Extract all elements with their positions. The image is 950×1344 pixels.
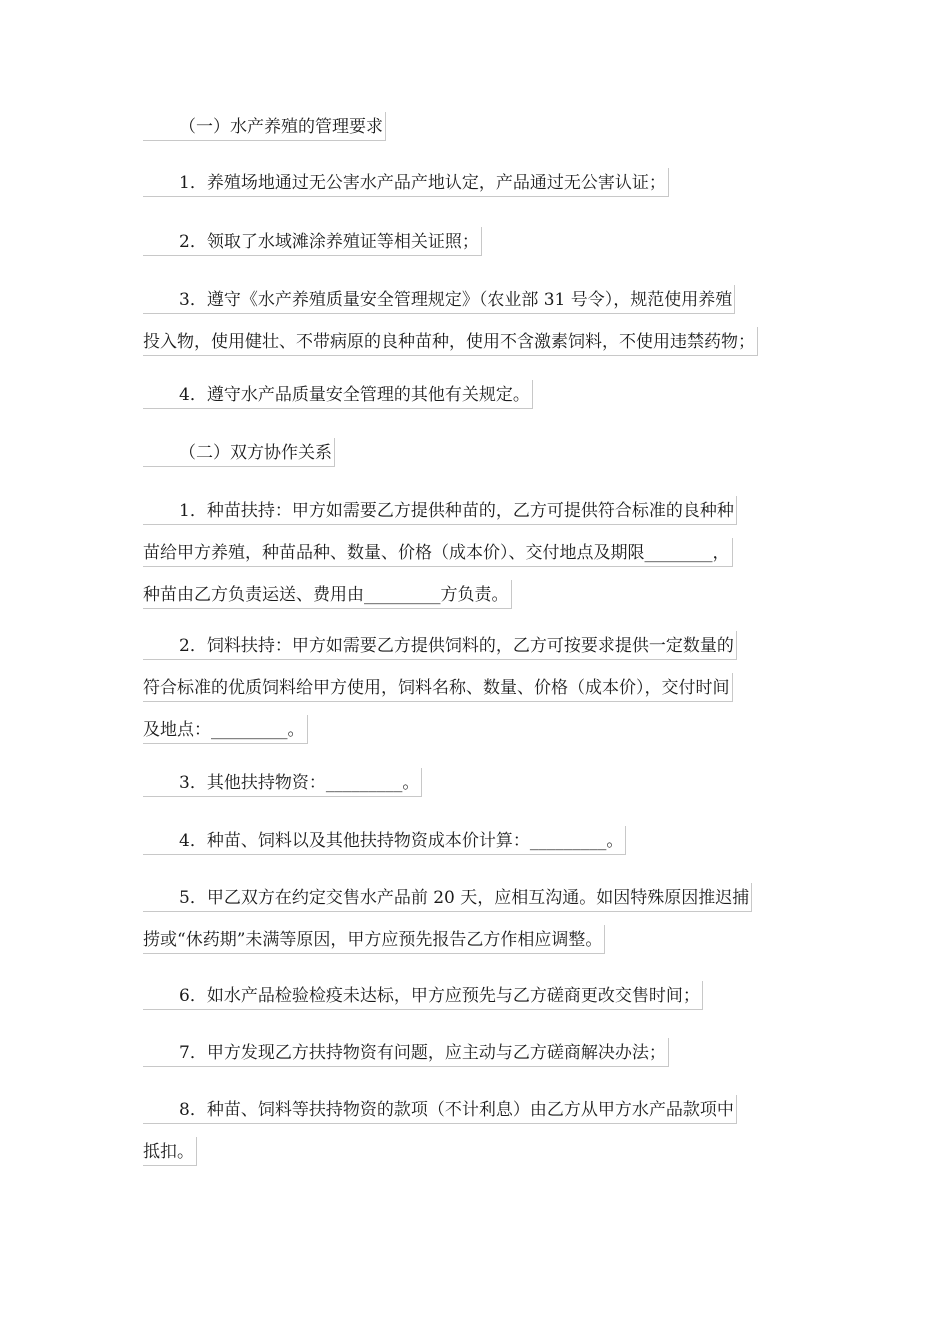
- paragraph: [143, 172, 666, 194]
- paragraph-line: [143, 677, 730, 699]
- paragraph-text: 种苗由乙方负责运送、费用由_________方负责。: [143, 585, 509, 605]
- paragraph-text: 捞或“休药期”未满等原因，甲方应预先报告乙方作相应调整。: [143, 930, 603, 950]
- paragraph-text: 2．饲料扶持：甲方如需要乙方提供饲料的，乙方可按要求提供一定数量的: [179, 636, 734, 656]
- section-heading: [143, 116, 383, 138]
- paragraph: [143, 500, 734, 606]
- heading-text: （一）水产养殖的管理要求: [179, 117, 383, 137]
- paragraph-line: [143, 1042, 666, 1064]
- paragraph: [143, 231, 479, 253]
- paragraph-text: 3．其他扶持物资：_________。: [179, 773, 420, 793]
- paragraph-line: [143, 1141, 194, 1163]
- paragraph: [143, 830, 623, 852]
- paragraph-line: [143, 830, 623, 852]
- paragraph: [143, 985, 700, 1007]
- paragraph-text: 及地点：_________。: [143, 720, 305, 740]
- paragraph-line: [143, 719, 305, 741]
- paragraph: [143, 887, 749, 951]
- paragraph-line: [143, 331, 755, 353]
- paragraph: [143, 289, 755, 353]
- paragraph: [143, 772, 419, 794]
- paragraph-text: 3．遵守《水产养殖质量安全管理规定》（农业部 31 号令），规范使用养殖: [179, 290, 733, 310]
- paragraph-text: 6．如水产品检验检疫未达标，甲方应预先与乙方磋商更改交售时间；: [179, 986, 700, 1006]
- paragraph-text: 4．种苗、饲料以及其他扶持物资成本价计算：_________。: [179, 831, 624, 851]
- paragraph: [143, 384, 530, 406]
- paragraph-line: [143, 231, 479, 253]
- paragraph-line: [143, 500, 734, 522]
- paragraph-text: 苗给甲方养殖，种苗品种、数量、价格（成本价）、交付地点及期限________，: [143, 543, 730, 563]
- paragraph-line: [143, 635, 734, 657]
- paragraph-text: 5．甲乙双方在约定交售水产品前 20 天，应相互沟通。如因特殊原因推迟捕: [179, 888, 750, 908]
- paragraph-text: 1．养殖场地通过无公害水产品产地认定，产品通过无公害认证；: [179, 173, 666, 193]
- paragraph-text: 1．种苗扶持：甲方如需要乙方提供种苗的，乙方可提供符合标准的良种种: [179, 501, 734, 521]
- paragraph-line: [143, 1099, 734, 1121]
- section-heading: [143, 442, 332, 464]
- paragraph-text: 8．种苗、饲料等扶持物资的款项（不计利息）由乙方从甲方水产品款项中: [179, 1100, 734, 1120]
- paragraph-line: [143, 985, 700, 1007]
- paragraph-text: 符合标准的优质饲料给甲方使用，饲料名称、数量、价格（成本价），交付时间: [143, 678, 730, 698]
- paragraph-line: [143, 772, 419, 794]
- paragraph-line: [143, 384, 530, 406]
- paragraph-line: [143, 542, 730, 564]
- paragraph: [143, 1042, 666, 1064]
- paragraph-text: 投入物，使用健壮、不带病原的良种苗种，使用不含激素饲料，不使用违禁药物；: [143, 332, 755, 352]
- heading-line: [143, 442, 332, 464]
- heading-line: [143, 116, 383, 138]
- paragraph: [143, 1099, 734, 1163]
- paragraph-text: 抵扣。: [143, 1142, 194, 1162]
- paragraph: [143, 635, 734, 741]
- paragraph-line: [143, 289, 732, 311]
- heading-text: （二）双方协作关系: [179, 443, 332, 463]
- paragraph-line: [143, 584, 509, 606]
- paragraph-text: 2．领取了水域滩涂养殖证等相关证照；: [179, 232, 479, 252]
- paragraph-text: 7．甲方发现乙方扶持物资有问题，应主动与乙方磋商解决办法；: [179, 1043, 666, 1063]
- paragraph-line: [143, 172, 666, 194]
- paragraph-line: [143, 929, 602, 951]
- paragraph-line: [143, 887, 749, 909]
- paragraph-text: 4．遵守水产品质量安全管理的其他有关规定。: [179, 385, 530, 405]
